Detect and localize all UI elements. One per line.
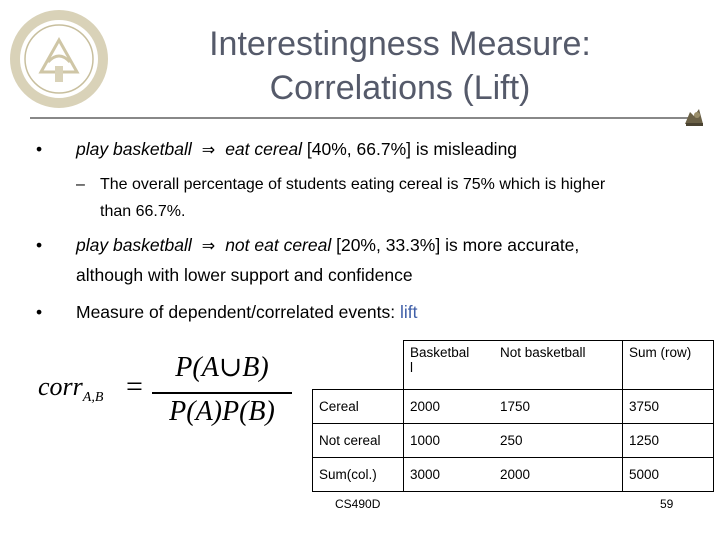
bullet-1-antecedent: play basketball	[76, 139, 192, 159]
table-cell: 250	[494, 424, 623, 458]
table-header-basketball-part1: Basketbal l	[410, 345, 470, 375]
table-header-cell	[404, 341, 495, 390]
lift-formula	[34, 348, 294, 438]
table-header-cell	[313, 341, 404, 390]
title-line-1: Interestingness Measure:	[209, 25, 591, 63]
table-row-label: Sum(col.)	[313, 458, 404, 492]
table-header-cell: Not basketball	[494, 341, 623, 390]
formula-denominator: P(A)P(B)	[169, 396, 275, 427]
table-cell: 3000	[404, 458, 495, 492]
sub-bullet-dash: –	[76, 176, 85, 193]
bullet-2-line-2: although with lower support and confidence	[76, 265, 413, 285]
university-seal-logo	[6, 10, 112, 108]
table-header-row	[313, 341, 714, 390]
formula-lhs: corr	[38, 372, 83, 401]
page-number: 59	[660, 497, 674, 511]
bullet-dot: •	[36, 302, 43, 322]
bullet-3-text: Measure of dependent/correlated events:	[76, 302, 400, 322]
table-cell: 2000	[494, 458, 623, 492]
table-row	[313, 390, 714, 424]
implies-arrow: ⇒	[201, 236, 216, 255]
bullet-2-rest: [20%, 33.3%] is more accurate,	[336, 235, 580, 255]
bullet-1-rest: [40%, 66.7%] is misleading	[306, 139, 518, 159]
sub-bullet-line-2: than 66.7%.	[100, 203, 186, 220]
bullet-2-consequent: not eat cereal	[225, 235, 332, 255]
formula-equals: =	[126, 370, 143, 403]
bullet-1-consequent: eat cereal	[225, 139, 303, 159]
table-cell: 3750	[623, 390, 714, 424]
table-cell: 5000	[623, 458, 714, 492]
table-cell: 1250	[623, 424, 714, 458]
lift-keyword: lift	[399, 302, 418, 322]
title-divider	[30, 117, 688, 119]
table-cell: 2000	[404, 390, 495, 424]
implies-arrow: ⇒	[201, 140, 216, 159]
table-row-label: Not cereal	[313, 424, 404, 458]
formula-numerator: P(A∪B)	[175, 352, 269, 383]
slide-title	[120, 22, 680, 110]
bullet-dot: •	[36, 139, 43, 159]
footer-course: CS490D	[335, 497, 381, 511]
table-row	[313, 458, 714, 492]
contingency-table	[312, 340, 714, 492]
table-header-cell: Sum (row)	[623, 341, 714, 390]
mascot-corner-icon	[682, 106, 706, 128]
sub-bullet-line-1: The overall percentage of students eating cereal is 75% which is higher	[100, 176, 606, 193]
table-row-label: Cereal	[313, 390, 404, 424]
formula-lhs-subscript: A,B	[82, 390, 104, 406]
formula-fraction-bar	[152, 392, 292, 394]
bullet-dot: •	[36, 235, 43, 255]
table-cell: 1750	[494, 390, 623, 424]
title-line-2: Correlations (Lift)	[269, 69, 531, 107]
bullet-2-antecedent: play basketball	[76, 235, 192, 255]
table-cell: 1000	[404, 424, 495, 458]
table-row	[313, 424, 714, 458]
